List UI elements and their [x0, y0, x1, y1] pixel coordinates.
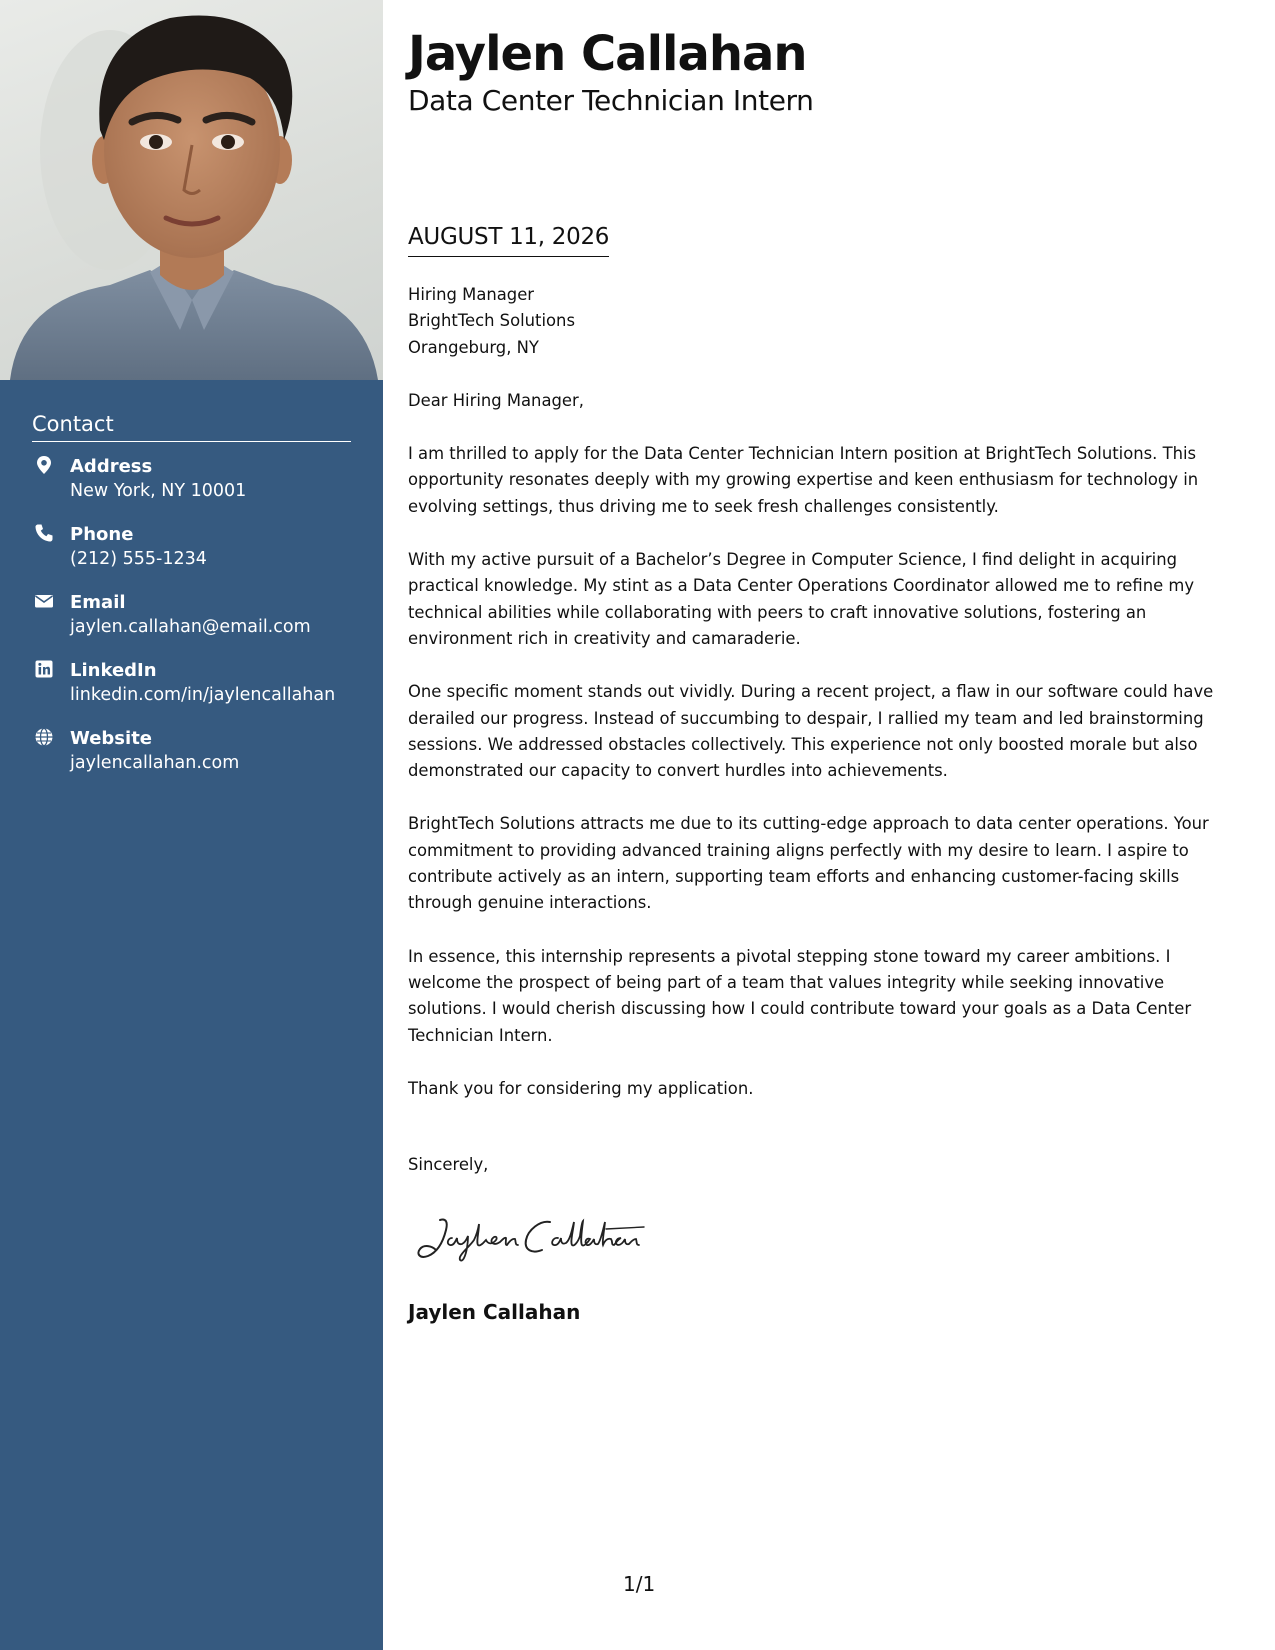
page-number: 1/1 — [623, 1572, 656, 1596]
contact-value[interactable]: linkedin.com/in/jaylencallahan — [70, 685, 336, 705]
recipient-line: BrightTech Solutions — [408, 311, 575, 331]
contact-item-website — [32, 726, 351, 776]
letter-body — [408, 282, 1228, 1205]
envelope-icon — [34, 591, 54, 611]
contact-value: (212) 555-1234 — [70, 549, 207, 569]
applicant-job-title: Data Center Technician Intern — [408, 84, 814, 117]
recipient-line: Hiring Manager — [408, 285, 535, 304]
contact-value: New York, NY 10001 — [70, 481, 247, 501]
contact-value[interactable]: jaylencallahan.com — [70, 753, 240, 773]
contact-value[interactable]: jaylen.callahan@email.com — [70, 617, 311, 637]
body-paragraph: With my active pursuit of a Bachelor’s Degree in Computer Science, I find delight in acquiring practical knowledge. My stint as a Data Center Operations Coordinator allowed me to refine my technical abilities while collaborating with peers to craft innovative solutions, fostering an environment rich in creativity and camaraderie. — [408, 550, 1195, 648]
contact-label: Address — [70, 456, 153, 477]
contact-section — [32, 412, 351, 794]
linkedin-icon — [34, 659, 54, 679]
map-pin-icon — [34, 455, 54, 475]
phone-icon — [34, 523, 54, 543]
salutation: Dear Hiring Manager, — [408, 390, 584, 410]
contact-label: Phone — [70, 524, 134, 545]
recipient-line: Orangeburg, NY — [408, 337, 539, 357]
contact-item-linkedin — [32, 658, 351, 708]
profile-photo — [0, 0, 383, 380]
sidebar — [0, 0, 383, 1650]
body-paragraph: In essence, this internship represents a pivotal stepping stone toward my career ambitions. I welcome the prospect of being part of a team that values integrity while seeking innovative solutions. I would cherish discussing how I could contribute toward your goals as a Data Center Technician Intern. — [408, 946, 1192, 1045]
handwritten-signature — [412, 1212, 672, 1266]
contact-label: Email — [70, 592, 126, 613]
applicant-name: Jaylen Callahan — [408, 26, 807, 82]
body-paragraph: One specific moment stands out vividly. During a recent project, a flaw in our software could have derailed our progress. Instead of succumbing to despair, I rallied my team and led brainstorming sessions. We addressed obstacles collectively. This experience not only boosted morale but also demonstrated our capacity to convert hurdles into achievements. — [408, 682, 1214, 781]
closing: Sincerely, — [408, 1155, 489, 1175]
contact-item-address — [32, 454, 351, 504]
contact-label: LinkedIn — [70, 660, 157, 681]
contact-item-phone — [32, 522, 351, 572]
contact-item-email — [32, 590, 351, 640]
recipient-block — [408, 282, 1228, 361]
contact-label: Website — [70, 728, 153, 749]
body-paragraph: BrightTech Solutions attracts me due to its cutting-edge approach to data center operations. Your commitment to providing advanced training aligns perfectly with my desire to learn. I aspire to contribute actively as an intern, supporting team efforts and enhancing customer-facing skills through genuine interactions. — [408, 814, 1209, 913]
body-paragraph: I am thrilled to apply for the Data Center Technician Intern position at BrightTech Solutions. This opportunity resonates deeply with my growing expertise and keen enthusiasm for technology in evolving settings, thus driving me to seek fresh challenges consistently. — [408, 444, 1199, 516]
contact-heading: Contact — [32, 412, 351, 442]
body-paragraph: Thank you for considering my application. — [408, 1078, 754, 1098]
signer-name: Jaylen Callahan — [408, 1300, 581, 1324]
globe-icon — [34, 727, 54, 747]
letter-date: AUGUST 11, 2026 — [408, 224, 609, 257]
